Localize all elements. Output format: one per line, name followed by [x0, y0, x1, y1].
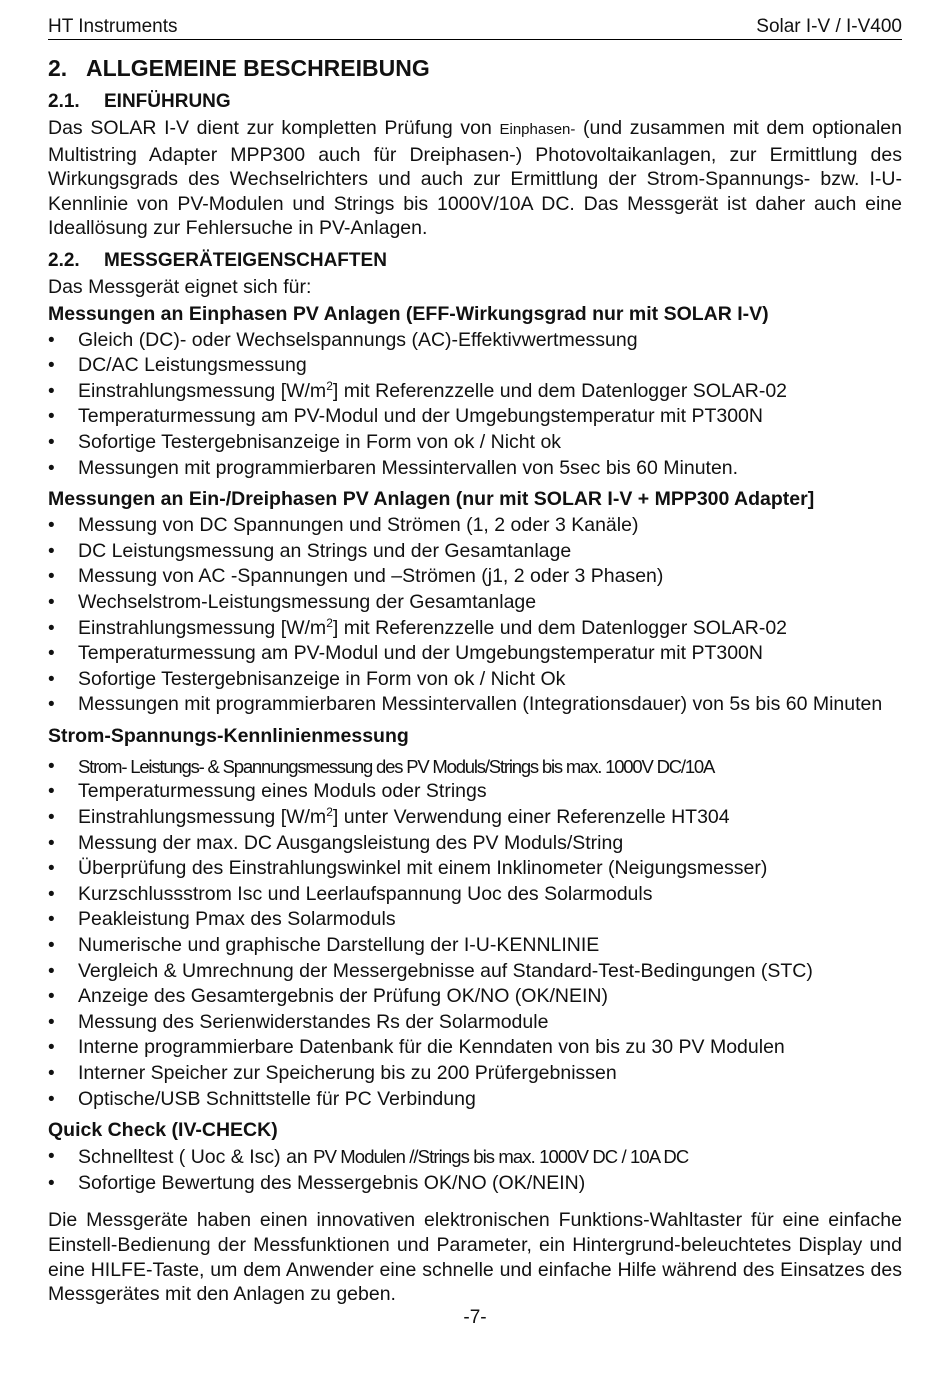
list-item: • DC/AC Leistungsmessung [48, 353, 902, 379]
features-intro: Das Messgerät eignet sich für: [48, 275, 312, 298]
list-item-text: Einstrahlungsmessung [W/m [78, 616, 327, 639]
section-2-1-heading [48, 90, 902, 114]
list-item: • Strom- Leistungs- & Spannungsmessung des PV Moduls/Strings bis max. 1000V DC/10A [48, 754, 902, 780]
group-2-list [48, 513, 902, 718]
list-item: • Peakleistung Pmax des Solarmoduls [48, 907, 902, 933]
intro-text-small: Einphasen- [499, 121, 576, 138]
group-1-heading: Messungen an Einphasen PV Anlagen (EFF-Wirkungsgrad nur mit SOLAR I-V) [48, 302, 769, 325]
section-2-2-title: MESSGERÄTEIGENSCHAFTEN [104, 249, 387, 271]
list-item: • Messung des Serienwiderstandes Rs der Solarmodule [48, 1010, 902, 1036]
group-3-heading: Strom-Spannungs-Kennlinienmessung [48, 724, 409, 747]
list-item: • Temperaturmessung eines Moduls oder Strings [48, 779, 902, 805]
intro-paragraph [48, 116, 902, 241]
list-item [48, 1144, 902, 1171]
section-2-1-number: 2.1. [48, 91, 80, 112]
section-2-2-heading [48, 249, 902, 273]
list-item-text: ] mit Referenzzelle und dem Datenlogger SOLAR-02 [332, 379, 788, 402]
list-item: • Sofortige Testergebnisanzeige in Form von ok / Nicht ok [48, 430, 902, 456]
section-2-2-number: 2.2. [48, 249, 80, 271]
group-3-list [48, 754, 902, 1112]
group-4-list [48, 1144, 902, 1196]
spacer [48, 1196, 902, 1208]
list-item: • Kurzschlussstrom Isc und Leerlaufspannung Uoc des Solarmoduls [48, 882, 902, 908]
section-2-1-title: EINFÜHRUNG [104, 91, 231, 112]
group-1-list [48, 328, 902, 482]
header-product: Solar I-V / I-V400 [756, 16, 902, 37]
intro-text-a: Das SOLAR I-V dient zur kompletten Prüfung von [48, 117, 500, 139]
list-item: • Optische/USB Schnittstelle für PC Verbindung [48, 1087, 902, 1113]
list-item-text: Einstrahlungsmessung [W/m [78, 379, 327, 402]
page-number: -7- [463, 1306, 487, 1328]
list-item-text: PV Modulen //Strings bis max. 1000V DC / 10A DC [313, 1146, 689, 1168]
group-2-heading: Messungen an Ein-/Dreiphasen PV Anlagen (nur mit SOLAR I-V + MPP300 Adapter] [48, 488, 815, 511]
list-item: • Interner Speicher zur Speicherung bis zu 200 Prüfergebnissen [48, 1061, 902, 1087]
list-item-text: Schnelltest ( Uoc & Isc) an [78, 1146, 314, 1169]
list-item: • Numerische und graphische Darstellung der I-U-KENNLINIE [48, 933, 902, 959]
header-company: HT Instruments [48, 16, 178, 37]
section-2-number: 2. [48, 55, 68, 81]
list-item [48, 379, 902, 405]
superscript: 2 [326, 805, 333, 820]
section-2-title: ALLGEMEINE BESCHREIBUNG [86, 55, 430, 81]
list-item [48, 805, 902, 831]
list-item: • Gleich (DC)- oder Wechselspannungs (AC)-Effektivwertmessung [48, 328, 902, 354]
list-item: • Sofortige Bewertung des Messergebnis OK/NO (OK/NEIN) [48, 1171, 902, 1197]
group-4-heading: Quick Check (IV-CHECK) [48, 1119, 278, 1142]
list-item [48, 616, 902, 642]
section-2-heading [48, 54, 902, 82]
closing-paragraph: Die Messgeräte haben einen innovativen elektronischen Funktions-Wahltaster für eine einfache Einstell-Bedienung der Messfunktionen und Parameter, ein Hintergrund-beleuchtetes Display und eine HILFE-Taste, um dem Anwender eine schnelle und einfache Hilfe während des Einsatzes des Messgerätes mit den Anlagen zu geben. [48, 1209, 902, 1306]
list-item: • Temperaturmessung am PV-Modul und der Umgebungstemperatur mit PT300N [48, 641, 902, 667]
list-item: • Vergleich & Umrechnung der Messergebnisse auf Standard-Test-Bedingungen (STC) [48, 959, 902, 985]
list-item: • Wechselstrom-Leistungsmessung der Gesamtanlage [48, 590, 902, 616]
list-item-text: ] unter Verwendung einer Referenzelle HT304 [332, 806, 730, 829]
document-page [48, 16, 902, 1329]
page-header [48, 16, 902, 40]
superscript: 2 [326, 615, 333, 630]
list-item-text: Einstrahlungsmessung [W/m [78, 806, 327, 829]
list-item: • Anzeige des Gesamtergebnis der Prüfung OK/NO (OK/NEIN) [48, 984, 902, 1010]
intro-text-b: (und zusammen mit dem optionalen Multistring Adapter MPP300 auch für Dreiphasen-) Photovoltaikanlagen, zur Ermittlung des Wirkungsgrads des Wechselrichters und auch zur Ermittlung der Strom-Spannungs- bzw. I-U-Kennlinie von PV-Modulen und Strings bis 1000V/10A DC. Das Messgerät ist daher auch eine Ideallösung zur Fehlersuche in PV-Anlagen. [48, 117, 902, 240]
list-item: • Messung der max. DC Ausgangsleistung des PV Moduls/String [48, 831, 902, 857]
list-item-text: ] mit Referenzzelle und dem Datenlogger SOLAR-02 [332, 616, 788, 639]
list-item: • Messungen mit programmierbaren Messintervallen (Integrationsdauer) von 5s bis 60 Minuten [48, 692, 902, 718]
list-item: • Temperaturmessung am PV-Modul und der Umgebungstemperatur mit PT300N [48, 404, 902, 430]
list-item: • Messungen mit programmierbaren Messintervallen von 5sec bis 60 Minuten. [48, 456, 902, 482]
list-item: • Messung von DC Spannungen und Strömen (1, 2 oder 3 Kanäle) [48, 513, 902, 539]
list-item: • Überprüfung des Einstrahlungswinkel mit einem Inklinometer (Neigungsmesser) [48, 856, 902, 882]
list-item: • DC Leistungsmessung an Strings und der Gesamtanlage [48, 539, 902, 565]
list-item: • Messung von AC -Spannungen und –Strömen (j1, 2 oder 3 Phasen) [48, 564, 902, 590]
list-item: • Sofortige Testergebnisanzeige in Form von ok / Nicht Ok [48, 667, 902, 693]
list-item: • Interne programmierbare Datenbank für die Kenndaten von bis zu 30 PV Modulen [48, 1035, 902, 1061]
superscript: 2 [326, 378, 333, 393]
